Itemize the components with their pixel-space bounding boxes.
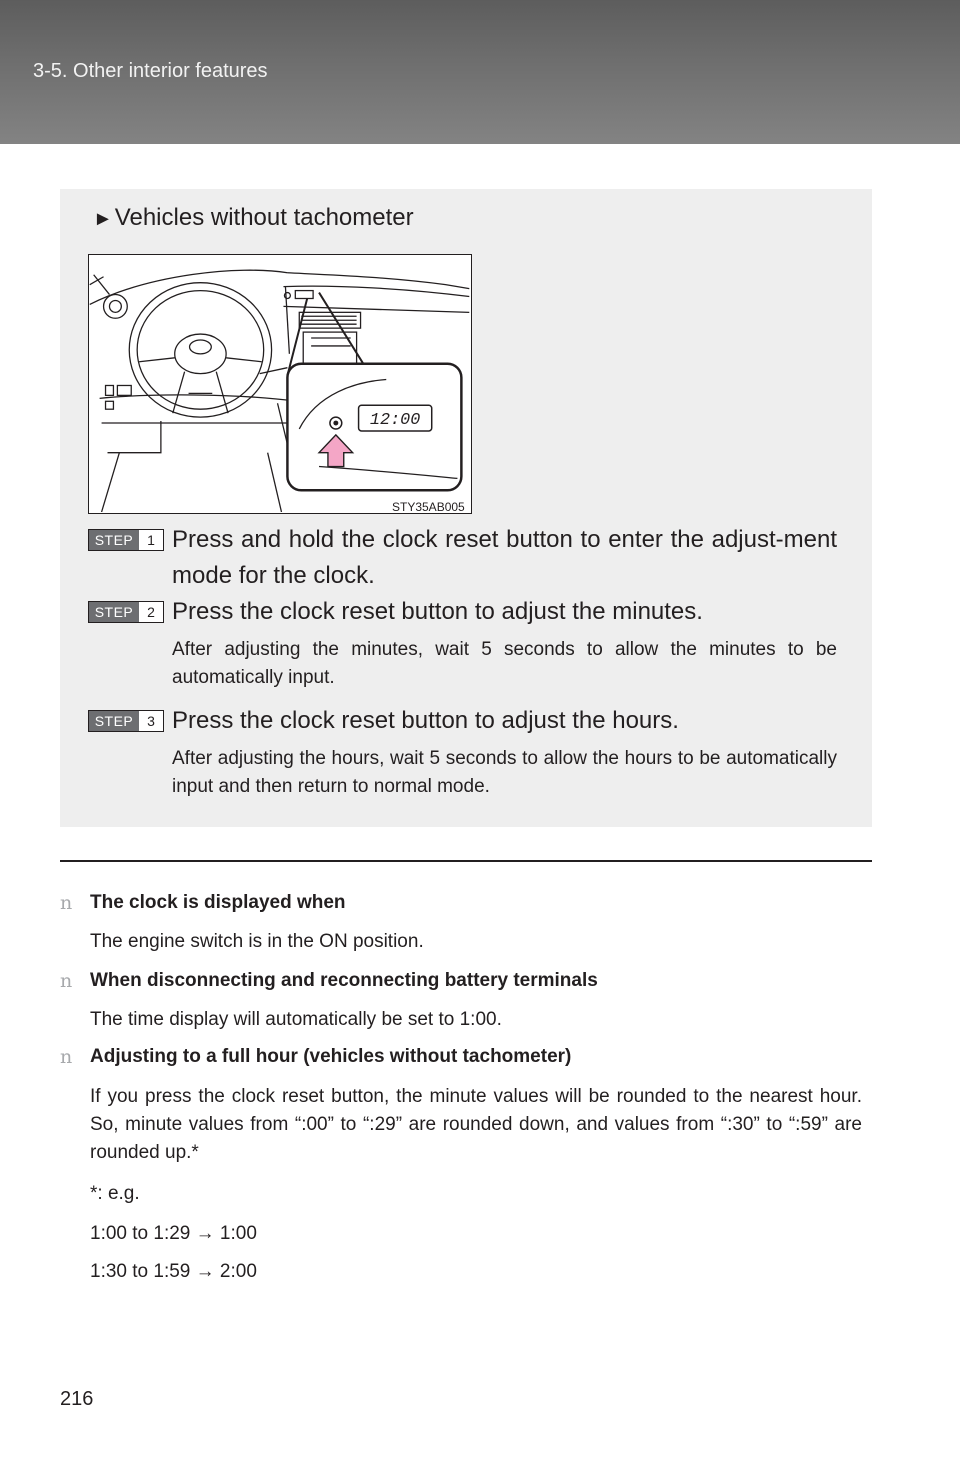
- note-text: The engine switch is in the ON position.: [90, 931, 424, 952]
- note-heading: The clock is displayed when: [90, 892, 346, 913]
- note-text: The time display will automatically be set to 1:00.: [90, 1009, 502, 1030]
- dashboard-drawing: [89, 255, 470, 512]
- page-header: [0, 0, 960, 144]
- step-3-badge: [88, 710, 164, 732]
- step-word: STEP: [89, 711, 139, 731]
- note-bullet-icon: n: [60, 970, 73, 992]
- step-word: STEP: [89, 530, 139, 550]
- step-word: STEP: [89, 602, 139, 622]
- clock-readout: 12:00: [369, 411, 421, 431]
- step-number: 3: [147, 713, 155, 729]
- note-bullet-icon: n: [60, 892, 73, 914]
- page-number: 216: [60, 1388, 94, 1410]
- dashboard-illustration: [88, 254, 472, 514]
- triangle-marker-icon: ►: [93, 208, 113, 230]
- note-heading: When disconnecting and reconnecting battery terminals: [90, 970, 598, 991]
- note-heading: Adjusting to a full hour (vehicles without tachometer): [90, 1046, 572, 1067]
- variant-label: Vehicles without tachometer: [114, 204, 414, 231]
- note-text: 1:00 to 1:29 → 1:00: [90, 1223, 257, 1244]
- step-number: 2: [147, 604, 155, 620]
- figure-code: STY35AB005: [392, 500, 465, 514]
- step-1-text: Press and hold the clock reset button to enter the adjust-ment mode for the clock.: [172, 526, 837, 589]
- note-text: *: e.g.: [90, 1183, 140, 1204]
- step-3-note: After adjusting the hours, wait 5 seconds to allow the hours to be automatically input and then return to normal mode.: [172, 748, 837, 797]
- step-1-badge: [88, 529, 164, 551]
- variant-heading: [93, 204, 414, 232]
- step-number: 1: [147, 532, 155, 548]
- step-2-note: After adjusting the minutes, wait 5 seconds to allow the minutes to be automatically input.: [172, 639, 837, 688]
- step-2-text: Press the clock reset button to adjust the minutes.: [172, 598, 703, 625]
- note-text: 1:30 to 1:59 → 2:00: [90, 1261, 257, 1282]
- step-2-badge: [88, 601, 164, 623]
- step-3-text: Press the clock reset button to adjust the hours.: [172, 707, 679, 734]
- note-bullet-icon: n: [60, 1046, 73, 1068]
- note-text: If you press the clock reset button, the minute values will be rounded to the nearest hour. So, minute values from “:00” to “:29” are rounded down, and values from “:30” to “:59” are rounded up.*: [90, 1086, 862, 1163]
- section-divider: [60, 860, 872, 862]
- section-title: 3-5. Other interior features: [33, 60, 268, 82]
